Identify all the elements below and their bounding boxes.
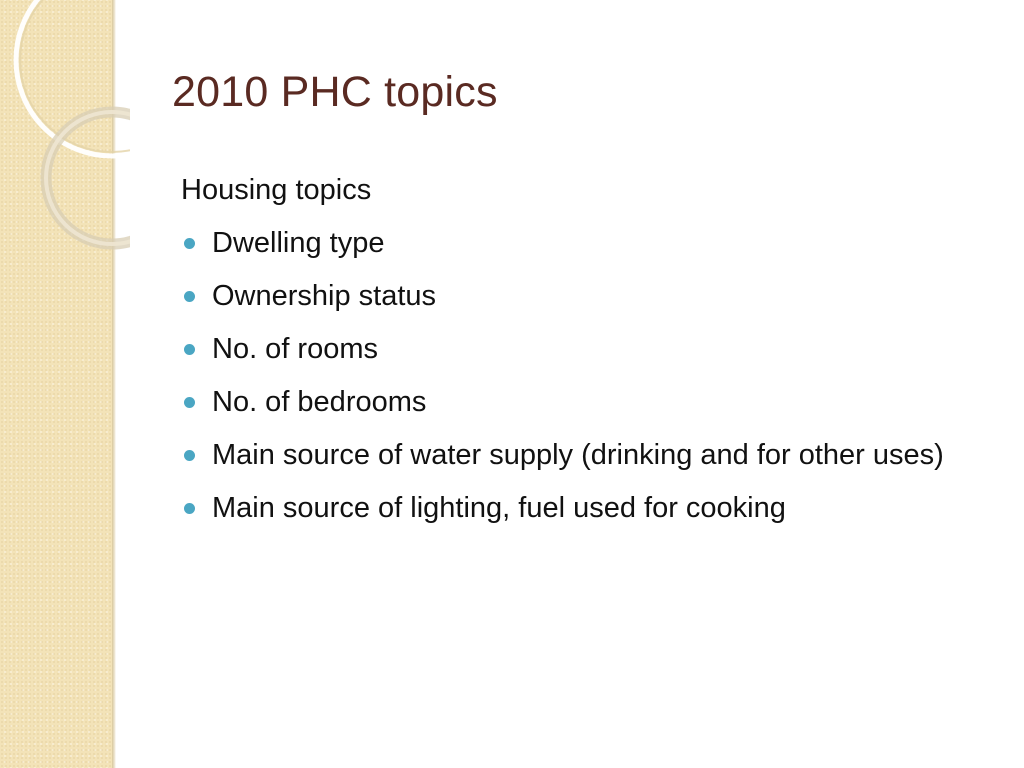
bullet-dot-icon xyxy=(184,397,195,408)
list-item xyxy=(181,274,1001,318)
list-item xyxy=(181,486,1001,530)
list-item xyxy=(181,221,1001,265)
list-item-text: Ownership status xyxy=(212,280,437,312)
list-item-text: Main source of water supply (drinking and for other uses) xyxy=(212,439,944,471)
bullet-list xyxy=(181,221,1001,530)
section-subheading: Housing topics xyxy=(181,174,372,206)
list-item-text: Main source of lighting, fuel used for cooking xyxy=(212,492,786,524)
decorative-rings-graphic xyxy=(0,0,130,260)
slide-content xyxy=(181,168,1001,539)
slide-title: 2010 PHC topics xyxy=(172,68,498,116)
list-item xyxy=(181,380,1001,424)
bullet-dot-icon xyxy=(184,238,195,249)
list-item-text: No. of bedrooms xyxy=(212,386,427,418)
bullet-dot-icon xyxy=(184,344,195,355)
bullet-dot-icon xyxy=(184,291,195,302)
list-item-text: Dwelling type xyxy=(212,227,385,259)
list-item-text: No. of rooms xyxy=(212,333,378,365)
bullet-dot-icon xyxy=(184,503,195,514)
list-item xyxy=(181,433,1001,477)
list-item xyxy=(181,327,1001,371)
bullet-dot-icon xyxy=(184,450,195,461)
